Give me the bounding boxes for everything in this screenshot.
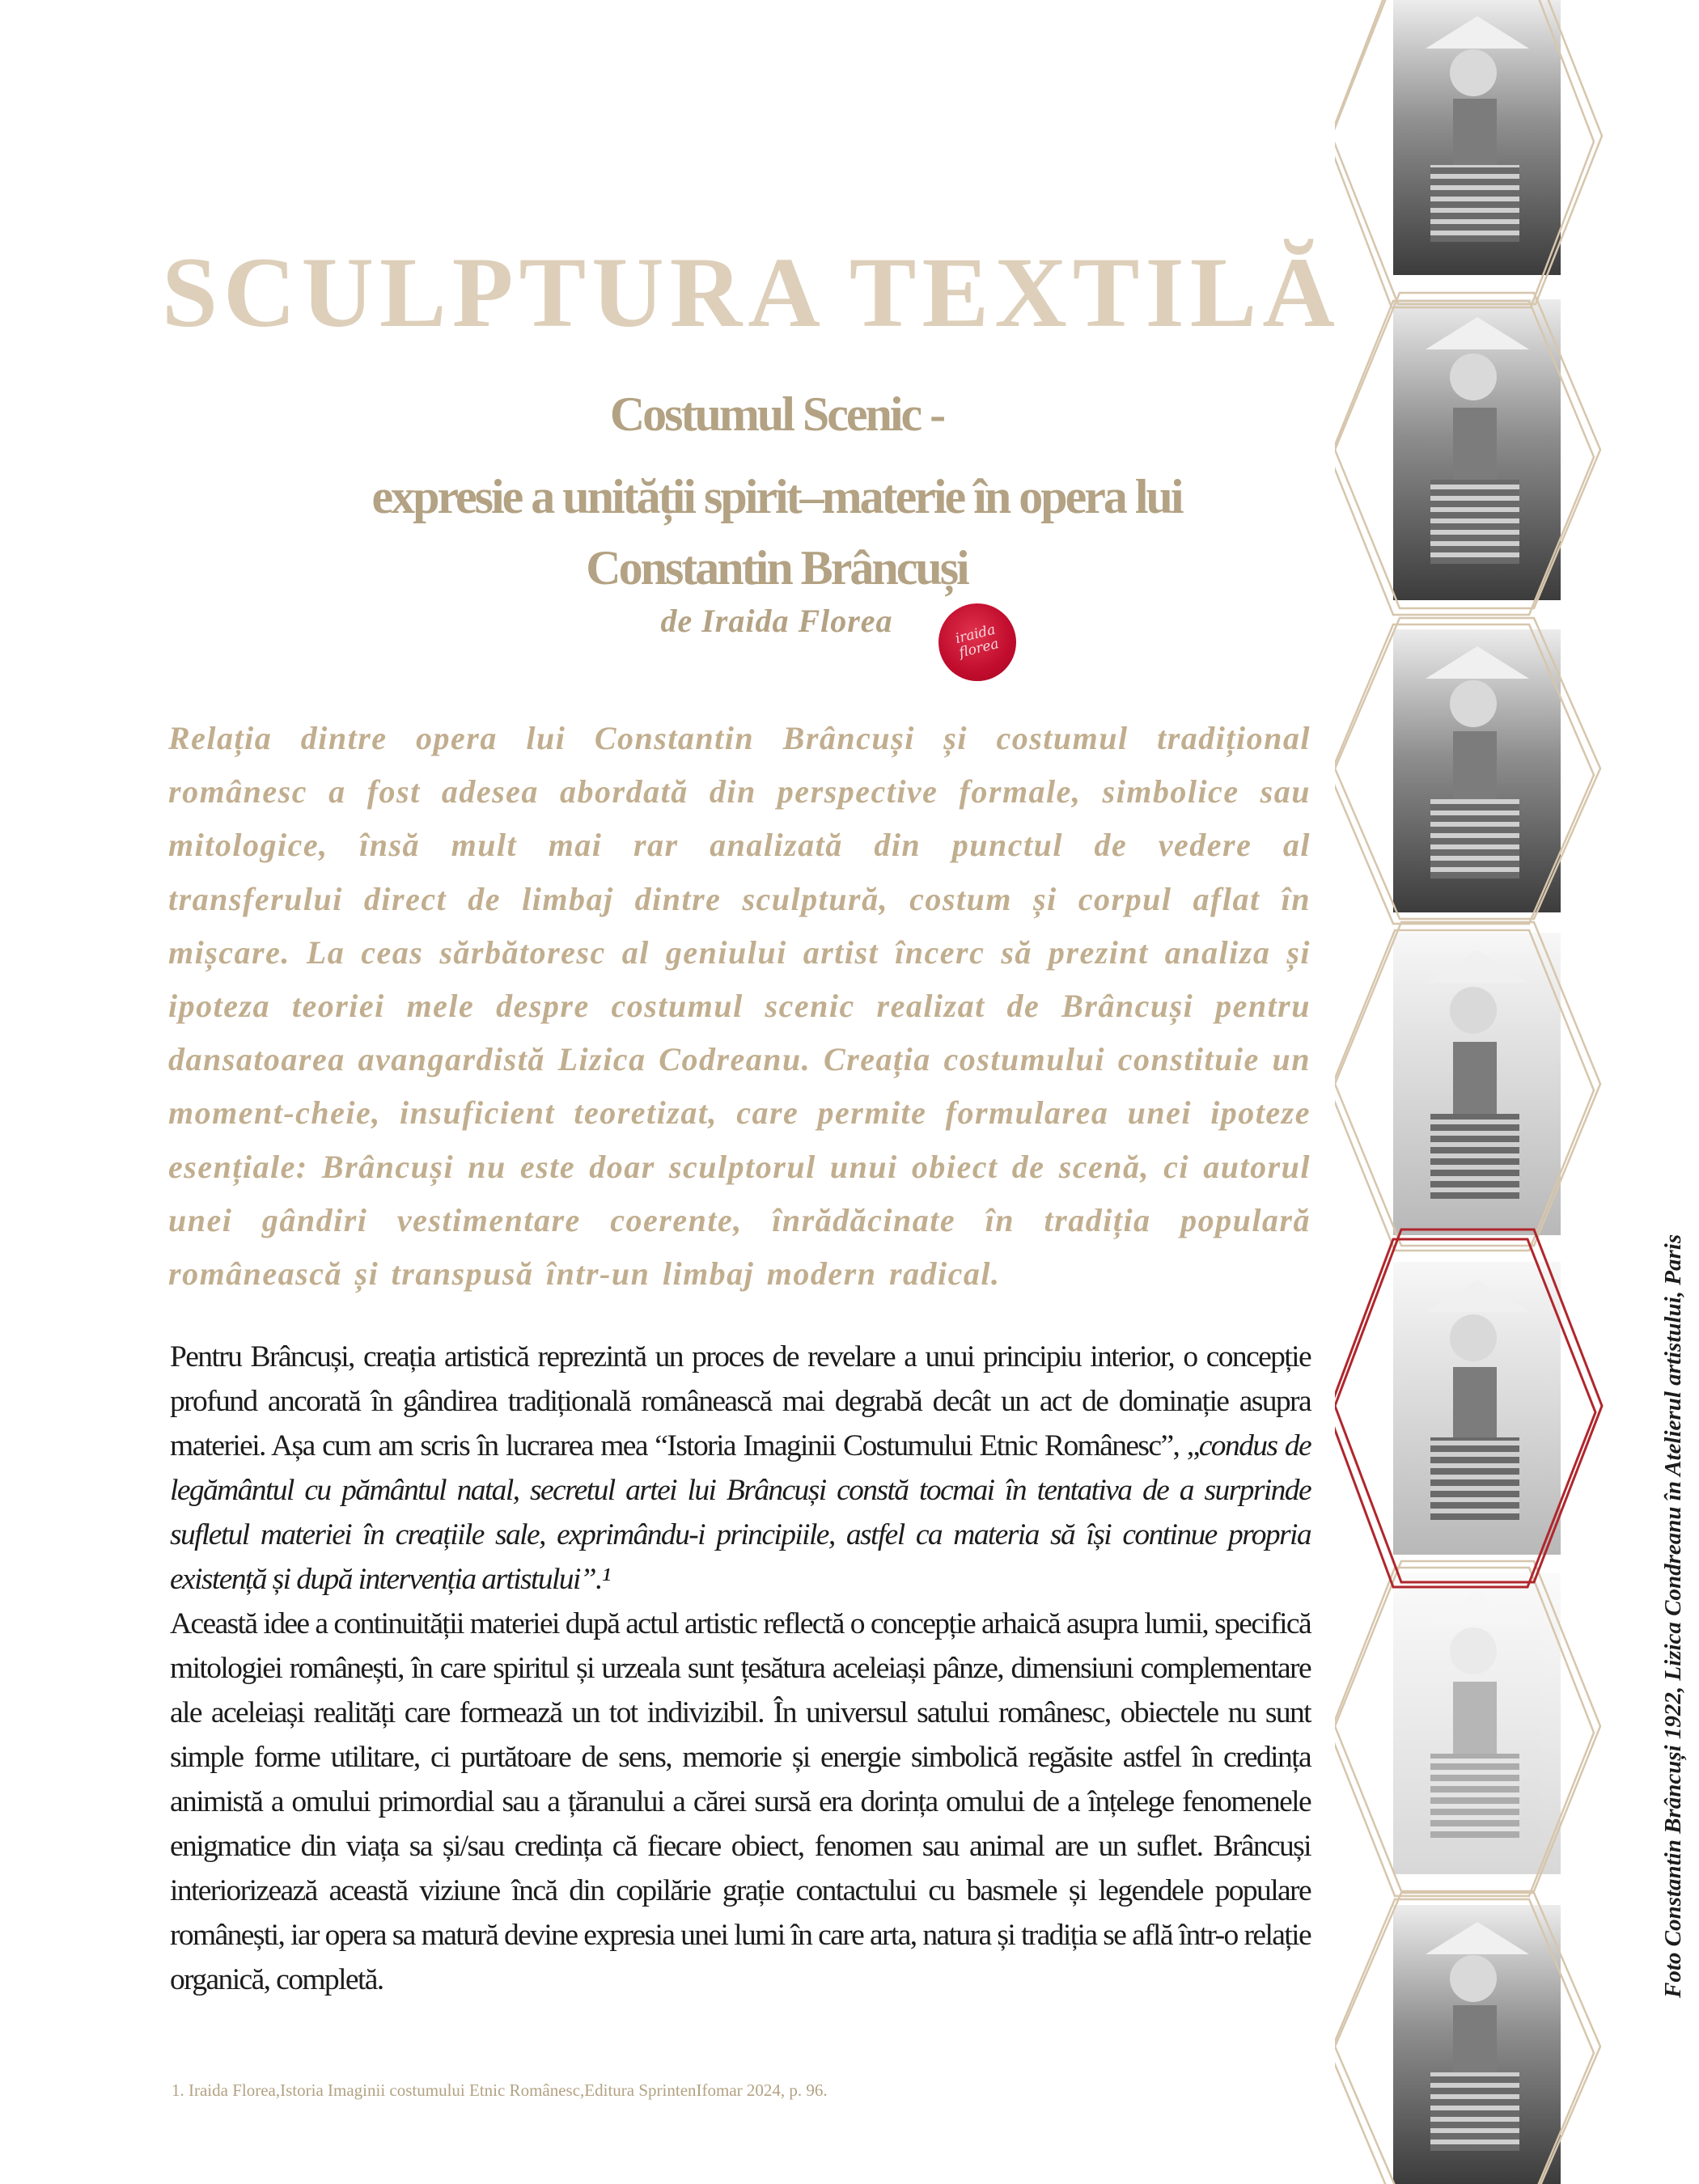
hexagon-frame-2b <box>1335 301 1594 615</box>
hexagon-frames <box>1335 0 1699 2184</box>
author-byline: de Iraida Florea <box>660 603 893 639</box>
hexagon-frame-highlight-2 <box>1335 1239 1595 1587</box>
hexagon-frame-1b <box>1335 0 1594 307</box>
hexagon-frame-3 <box>1335 618 1600 919</box>
body-paragraph-1 <box>170 1335 1311 1602</box>
hexagon-frame-3b <box>1335 624 1594 924</box>
body-quote: condus de legământul cu pământul natal, secretul artei lui Brâncuși constă tocmai în tentativa de a surprinde sufletul materiei în creațiile sale, exprimându-i principiile, astfel ca materia să își continue propria existență și după intervenția artistului”.¹ <box>170 1429 1311 1596</box>
body-paragraph-1-text: Pentru Brâncuși, creația artistică reprezintă un proces de revelare a unui principiu interior, o concepție profund ancorată în gândirea tradițională românească mai degrabă decât un act de dominație asupra materiei. Așa cum am scris în lucrarea mea “Istoria Imaginii Costumului Etnic Românesc”, „ <box>170 1340 1311 1462</box>
photo-caption-text: Foto Constantin Brâncuși 1922, Lizica Condreanu în Atelierul artistului, Paris <box>1660 1234 1686 1998</box>
subtitle-line-1: Costumul Scenic - <box>609 387 944 441</box>
subtitle-line-2: expresie a unității spirit–materie în opera lui <box>371 470 1182 523</box>
subtitle-line-3: Constantin Brâncuși <box>586 541 968 595</box>
article-body <box>170 1335 1311 2002</box>
hexagon-frame-6b <box>1335 1568 1594 1896</box>
body-paragraph-2: Această idee a continuității materiei după actul artistic reflectă o concepție arhaică asupra lumii, specifică mitologiei românești, în care spiritul și urzeala sunt țesătura aceleiași pânze, dimensiuni complementare ale aceleiași realități care formează un tot indivizibil. În universul satului românesc, obiectele nu sunt simple forme utilitare, ci purtătoare de sens, memorie și energie simbolică regăsite astfel în credința animistă a omului primordial sau a țăranului a cărei sursă era dorința omului de a înțelege fenomenele enigmatice din viața sa și/sau credința că fiecare obiect, fenomen sau animal are un suflet. Brâncuși interiorizează această viziune încă din copilărie grație contactului cu basmele și legendele populare românești, iar opera sa matură devine expresia unei lumi în care arta, natura și tradiția se află într-o relație organică, completă. <box>170 1607 1311 1996</box>
hexagon-frame-4 <box>1335 922 1600 1246</box>
author-logo <box>938 603 1016 681</box>
hexagon-frame-4b <box>1335 930 1594 1251</box>
author-logo-text: iraida florea <box>953 621 1001 662</box>
intro-paragraph: Relația dintre opera lui Constantin Brâncuși și costumul tradițional românesc a fost adesea abordată din perspective formale, simbolice sau mitologice, însă mult mai rar analizată din punctul de vedere al transferului direct de limbaj dintre sculptură, costum și corpul aflat în mișcare. La ceas sărbătoresc al geniului artist încerc să prezint analiza și ipoteza teoriei mele despre costumul scenic realizat de Brâncuși pentru dansatoarea avangardistă Lizica Codreanu. Creația costumului constituie un moment-cheie, insuficient teoretizat, care permite formularea unei ipoteze esențiale: Brâncuși nu este doar sculptorul unui obiect de scenă, ci autorul unei gândiri vestimentare coerente, înrădăcinate în tradiția populară românească și transpusă într-un limbaj modern radical. <box>168 720 1311 1293</box>
hexagon-frame-7 <box>1335 1893 1600 2184</box>
footnote: 1. Iraida Florea,Istoria Imaginii costumului Etnic Românesc,Editura SprintenIfomar 2024, p. 96. <box>172 2080 828 2100</box>
hexagon-frame-6 <box>1335 1561 1600 1891</box>
photo-column <box>1335 0 1699 2184</box>
hexagon-frame-1 <box>1335 0 1602 304</box>
article-title: SCULPTURA TEXTILĂ <box>162 237 1341 348</box>
hexagon-frame-2 <box>1335 293 1600 608</box>
hexagon-frame-highlight-1 <box>1335 1230 1602 1582</box>
